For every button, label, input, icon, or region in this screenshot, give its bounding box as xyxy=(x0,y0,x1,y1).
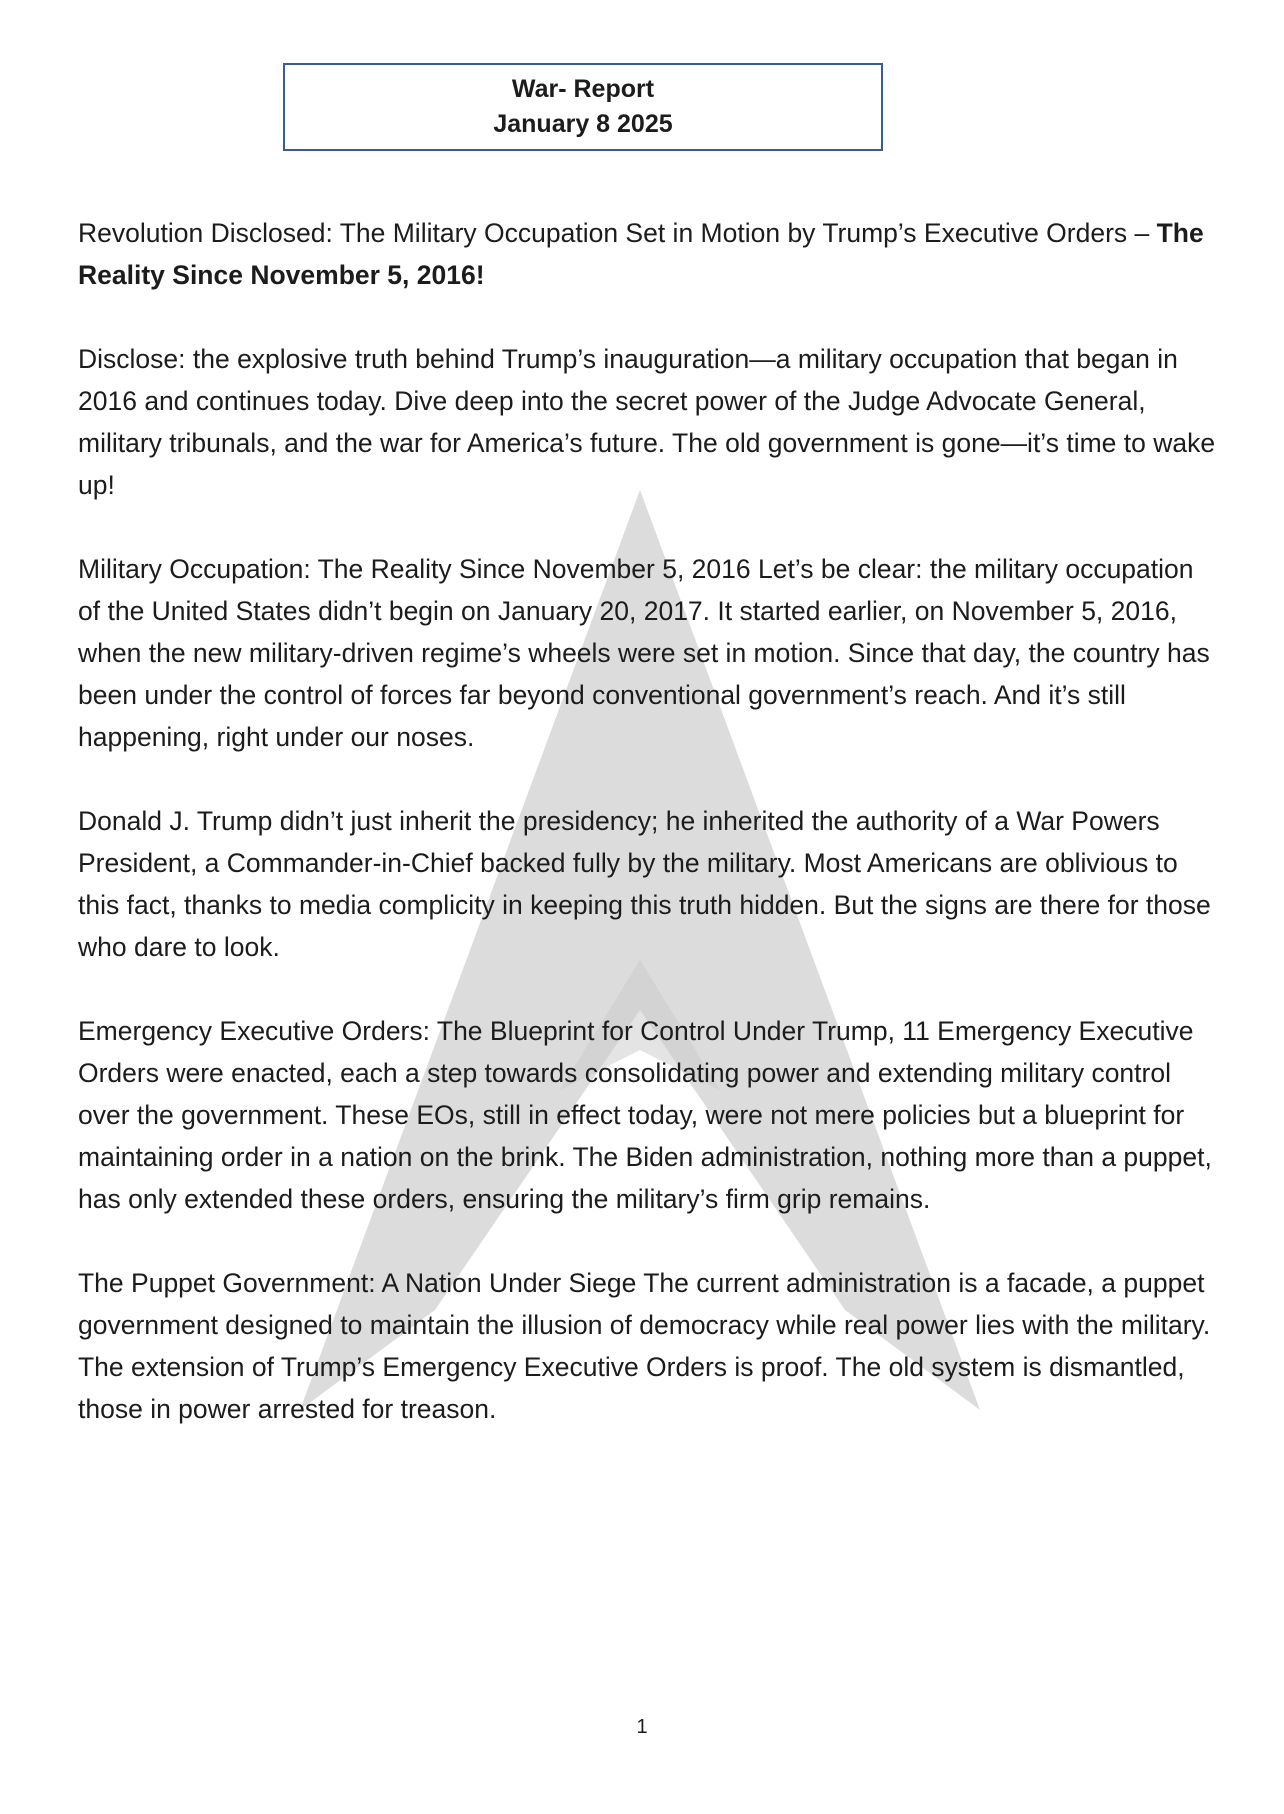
paragraph-puppet-government: The Puppet Government: A Nation Under Siege The current administration is a facade, a puppet government designed to maintain the illusion of democracy while real power lies with the military. The extension of Trump’s Emergency Executive Orders is proof. The old system is dismantled, those in power arrested for treason. xyxy=(78,1268,1211,1424)
report-title: War- Report xyxy=(511,75,655,103)
document-body xyxy=(78,212,1218,1472)
report-date: January 8 2025 xyxy=(493,110,673,138)
paragraph-war-powers: Donald J. Trump didn’t just inherit the presidency; he inherited the authority of a War Powers President, a Commander-in-Chief backed fully by the military. Most Americans are oblivious to this fact, thanks to media complicity in keeping this truth hidden. But the signs are there for those who dare to look. xyxy=(78,806,1211,962)
headline-bold: The Reality Since November 5, 2016! xyxy=(78,218,1204,290)
paragraph-military-occupation: Military Occupation: The Reality Since November 5, 2016 Let’s be clear: the military occupation of the United States didn’t begin on January 20, 2017. It started earlier, on November 5, 2016, when the new military-driven regime’s wheels were set in motion. Since that day, the country has been under the control of forces far beyond conventional government’s reach. And it’s still happening, right under our noses. xyxy=(78,554,1210,752)
paragraph-intro: Disclose: the explosive truth behind Trump’s inauguration—a military occupation that began in 2016 and continues today. Dive deep into the secret power of the Judge Advocate General, military tribunals, and the war for America’s future. The old government is gone—it’s time to wake up! xyxy=(78,344,1216,500)
paragraph-executive-orders: Emergency Executive Orders: The Blueprint for Control Under Trump, 11 Emergency Executive Orders were enacted, each a step towards consolidating power and extending military control over the government. These EOs, still in effect today, were not mere policies but a blueprint for maintaining order in a nation on the brink. The Biden administration, nothing more than a puppet, has only extended these orders, ensuring the military’s firm grip remains. xyxy=(78,1016,1212,1214)
headline xyxy=(78,212,1218,296)
report-header-box xyxy=(283,63,883,151)
headline-text: Revolution Disclosed: The Military Occupation Set in Motion by Trump’s Executive Orders – xyxy=(78,218,1157,248)
page-number: 1 xyxy=(636,1716,648,1738)
